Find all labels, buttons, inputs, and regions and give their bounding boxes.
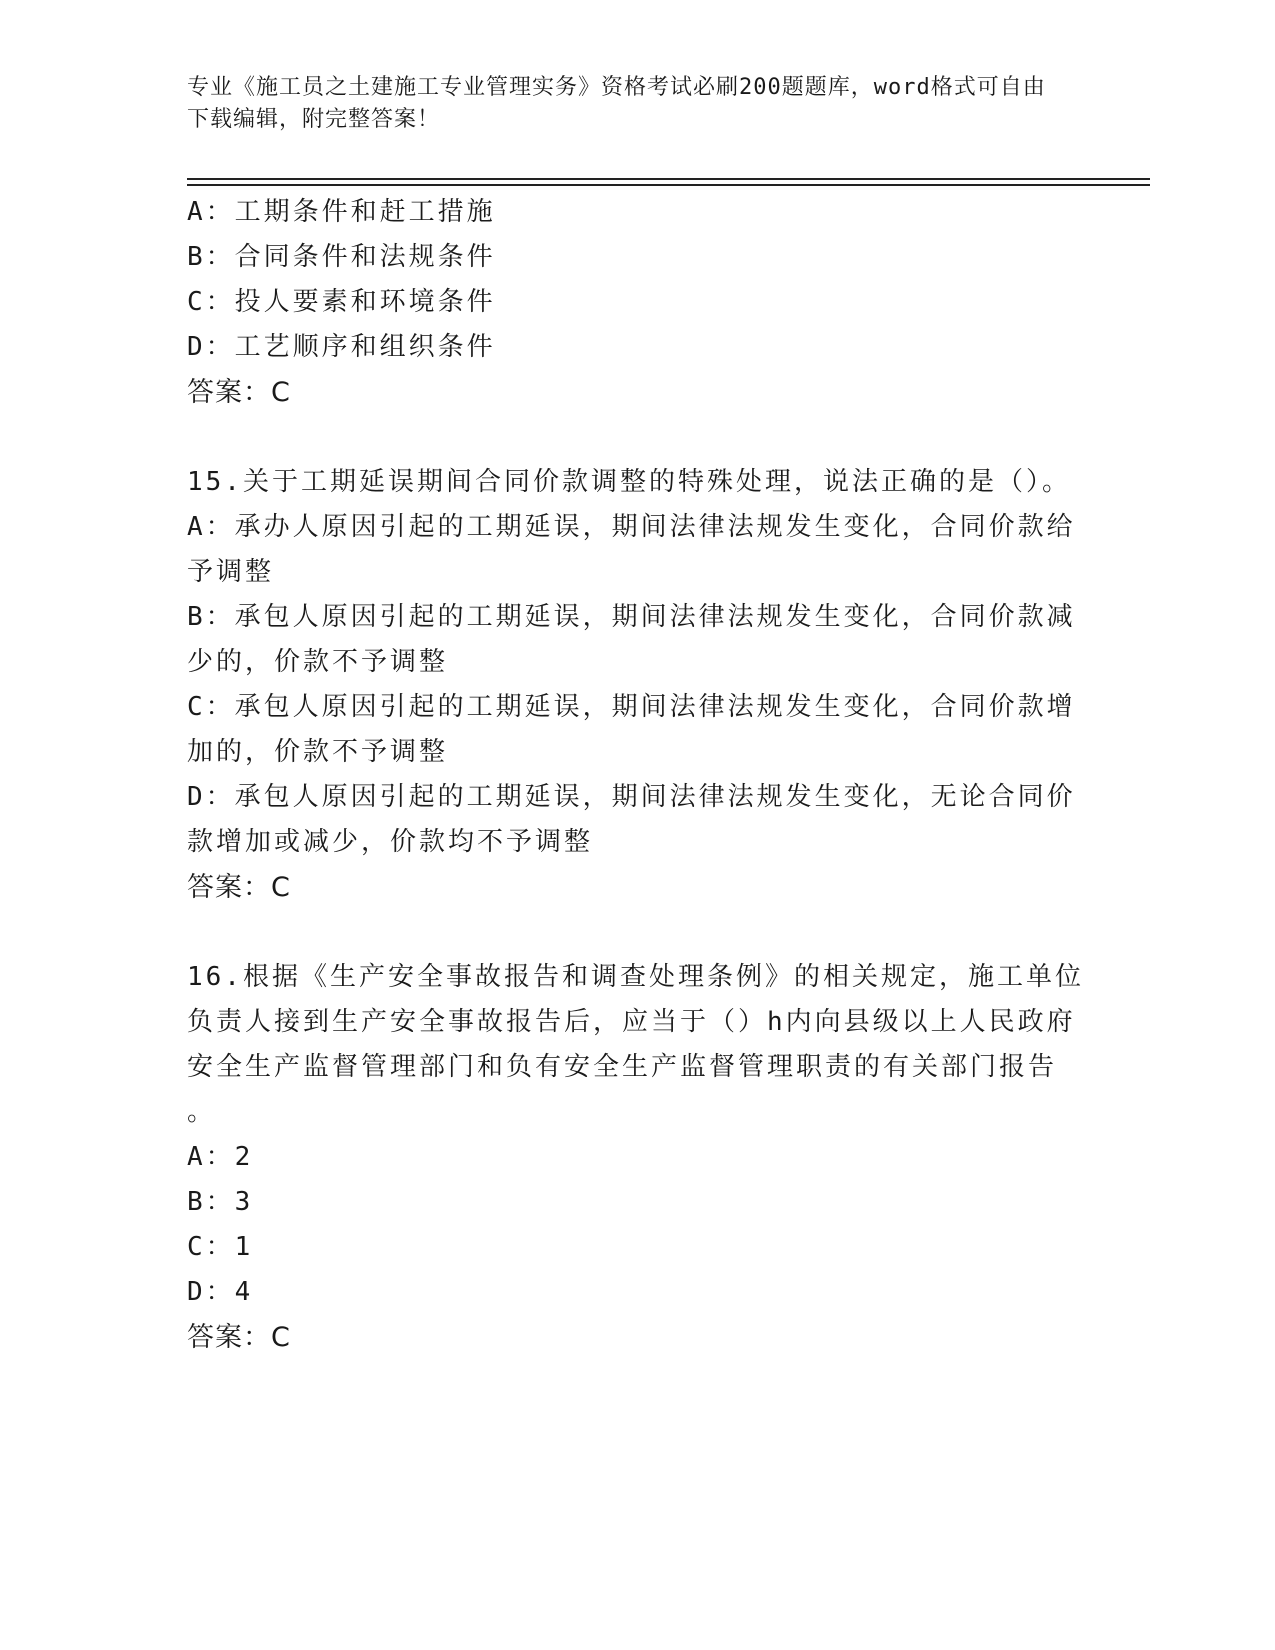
answer-line: 答案：C — [187, 872, 291, 903]
question-text-continued: 负责人接到生产安全事故报告后，应当于（）h内向县级以上人民政府 — [187, 1007, 1076, 1037]
header-rule-bottom — [187, 184, 1150, 186]
question-15-block — [187, 460, 1087, 910]
option-c: C：投人要素和环境条件 — [187, 287, 496, 317]
spacer — [187, 910, 1087, 955]
option-c-continued: 加的，价款不予调整 — [187, 737, 449, 767]
question-text-continued: 安全生产监督管理部门和负有安全生产监督管理职责的有关部门报告 — [187, 1052, 1058, 1082]
question-text-continued: 。 — [187, 1097, 217, 1127]
question-14-block — [187, 190, 1087, 415]
question-text: 15.关于工期延误期间合同价款调整的特殊处理，说法正确的是（）。 — [187, 467, 1071, 497]
option-a: A：工期条件和赶工措施 — [187, 197, 496, 227]
option-b-continued: 少的，价款不予调整 — [187, 647, 449, 677]
question-16-block — [187, 955, 1087, 1360]
option-b: B：合同条件和法规条件 — [187, 242, 496, 272]
question-text: 16.根据《生产安全事故报告和调查处理条例》的相关规定，施工单位 — [187, 962, 1084, 992]
option-c: C：1 — [187, 1232, 254, 1262]
answer-line: 答案：C — [187, 1322, 291, 1353]
document-header: 专业《施工员之土建施工专业管理实务》资格考试必刷200题题库，word格式可自由下载编辑，附完整答案！ — [187, 75, 1046, 132]
option-a: A：承办人原因引起的工期延误，期间法律法规发生变化，合同价款给 — [187, 512, 1076, 542]
option-d-continued: 款增加或减少，价款均不予调整 — [187, 827, 594, 857]
spacer — [187, 415, 1087, 460]
option-d: D：4 — [187, 1277, 254, 1307]
document-body — [187, 190, 1087, 1360]
option-b: B：承包人原因引起的工期延误，期间法律法规发生变化，合同价款减 — [187, 602, 1076, 632]
option-d: D：承包人原因引起的工期延误，期间法律法规发生变化，无论合同价 — [187, 782, 1076, 812]
option-d: D：工艺顺序和组织条件 — [187, 332, 496, 362]
option-b: B：3 — [187, 1187, 254, 1217]
header-rule-top — [187, 178, 1150, 180]
answer-line: 答案：C — [187, 377, 291, 408]
option-a-continued: 予调整 — [187, 557, 275, 587]
option-a: A：2 — [187, 1142, 254, 1172]
option-c: C：承包人原因引起的工期延误，期间法律法规发生变化，合同价款增 — [187, 692, 1076, 722]
